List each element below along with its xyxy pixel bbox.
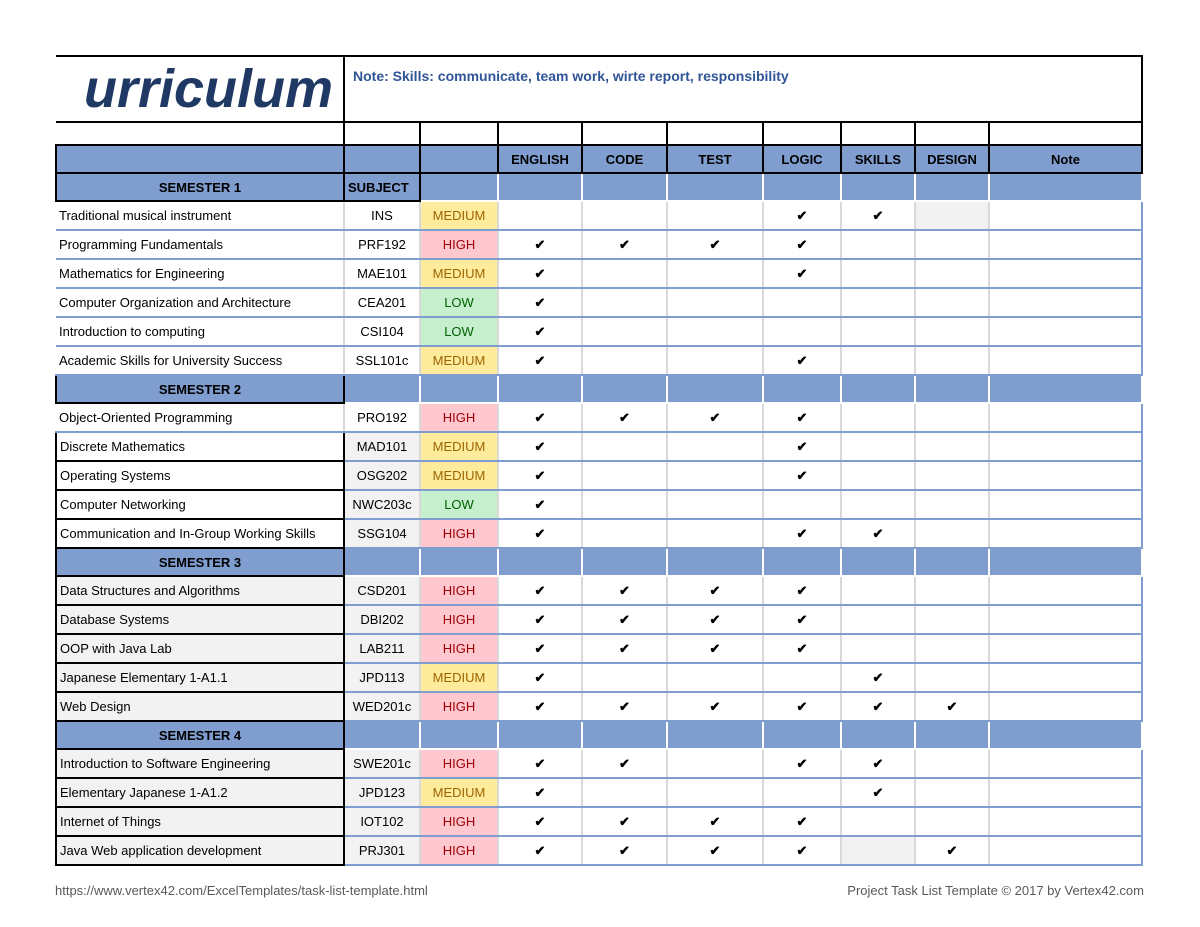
check-icon-test[interactable]: ✔ — [667, 807, 763, 836]
course-name[interactable]: Discrete Mathematics — [56, 432, 344, 461]
table-row — [56, 663, 1142, 692]
check-icon-logic[interactable]: ✔ — [763, 432, 841, 461]
check-icon-code[interactable]: ✔ — [582, 836, 667, 865]
semester-header-row — [56, 375, 1142, 403]
empty-cell-test[interactable] — [667, 346, 763, 375]
empty-cell-code[interactable] — [582, 461, 667, 490]
check-icon-english[interactable]: ✔ — [498, 461, 582, 490]
course-name[interactable]: Japanese Elementary 1-A1.1 — [56, 663, 344, 692]
semester-band-cell — [915, 375, 989, 403]
table-row — [56, 836, 1142, 865]
check-icon-logic[interactable]: ✔ — [763, 807, 841, 836]
table-row — [56, 519, 1142, 548]
table-row — [56, 807, 1142, 836]
skills-note: Note: Skills: communicate, team work, wirte report, responsibility — [344, 56, 1142, 122]
check-icon-english[interactable]: ✔ — [498, 519, 582, 548]
col-header-code: CODE — [582, 145, 667, 173]
semester-label: SEMESTER 4 — [56, 721, 344, 749]
empty-cell-design[interactable] — [915, 490, 989, 519]
course-name[interactable]: Introduction to Software Engineering — [56, 749, 344, 778]
check-icon-english[interactable]: ✔ — [498, 663, 582, 692]
check-icon-skills[interactable]: ✔ — [841, 663, 915, 692]
empty-cell-design[interactable] — [915, 807, 989, 836]
priority-badge[interactable]: MEDIUM — [420, 432, 498, 461]
course-name[interactable]: Computer Organization and Architecture — [56, 288, 344, 317]
semester-band-cell — [344, 548, 420, 576]
semester-band-cell — [915, 173, 989, 201]
check-icon-english[interactable]: ✔ — [498, 317, 582, 346]
semester-band-cell — [667, 375, 763, 403]
course-name[interactable]: Academic Skills for University Success — [56, 346, 344, 375]
course-name[interactable]: Database Systems — [56, 605, 344, 634]
note-cell[interactable] — [989, 663, 1142, 692]
semester-label: SEMESTER 1 — [56, 173, 344, 201]
empty-cell-skills[interactable] — [841, 317, 915, 346]
empty-cell-design[interactable] — [915, 663, 989, 692]
empty-cell-skills[interactable] — [841, 807, 915, 836]
check-icon-english[interactable]: ✔ — [498, 634, 582, 663]
check-icon-english[interactable]: ✔ — [498, 576, 582, 605]
empty-cell-test[interactable] — [667, 461, 763, 490]
empty-cell-code[interactable] — [582, 519, 667, 548]
check-icon-test[interactable]: ✔ — [667, 634, 763, 663]
check-icon-skills[interactable]: ✔ — [841, 778, 915, 807]
check-icon-logic[interactable]: ✔ — [763, 201, 841, 230]
course-code[interactable]: SSG104 — [344, 519, 420, 548]
course-name[interactable]: Mathematics for Engineering — [56, 259, 344, 288]
semester-band-cell — [582, 375, 667, 403]
course-name[interactable]: Introduction to computing — [56, 317, 344, 346]
check-icon-design[interactable]: ✔ — [915, 692, 989, 721]
empty-cell-skills[interactable] — [841, 490, 915, 519]
check-icon-logic[interactable]: ✔ — [763, 749, 841, 778]
note-cell[interactable] — [989, 317, 1142, 346]
table-row — [56, 201, 1142, 230]
empty-cell-test[interactable] — [667, 317, 763, 346]
semester-label: SEMESTER 3 — [56, 548, 344, 576]
empty-cell-skills[interactable] — [841, 403, 915, 432]
course-code[interactable]: PRF192 — [344, 230, 420, 259]
priority-badge[interactable]: MEDIUM — [420, 201, 498, 230]
priority-badge[interactable]: HIGH — [420, 403, 498, 432]
empty-cell-logic[interactable] — [763, 490, 841, 519]
check-icon-design[interactable]: ✔ — [915, 836, 989, 865]
empty-cell-design[interactable] — [915, 259, 989, 288]
priority-badge[interactable]: HIGH — [420, 576, 498, 605]
empty-cell-design[interactable] — [915, 288, 989, 317]
note-cell[interactable] — [989, 778, 1142, 807]
check-icon-english[interactable]: ✔ — [498, 605, 582, 634]
semester-band-cell — [582, 721, 667, 749]
semester-band-cell — [420, 375, 498, 403]
table-row — [56, 605, 1142, 634]
course-code[interactable]: CSD201 — [344, 576, 420, 605]
empty-cell-code[interactable] — [582, 288, 667, 317]
table-row — [56, 403, 1142, 432]
semester-band-cell — [667, 721, 763, 749]
check-icon-english[interactable]: ✔ — [498, 259, 582, 288]
table-row — [56, 346, 1142, 375]
empty-cell-code[interactable] — [582, 663, 667, 692]
empty-cell-logic[interactable] — [763, 317, 841, 346]
priority-badge[interactable]: HIGH — [420, 605, 498, 634]
semester-band-cell — [841, 375, 915, 403]
semester-band-cell — [420, 548, 498, 576]
table-row — [56, 634, 1142, 663]
empty-cell-logic[interactable] — [763, 663, 841, 692]
note-cell[interactable] — [989, 519, 1142, 548]
check-icon-skills[interactable]: ✔ — [841, 201, 915, 230]
empty-cell-code[interactable] — [582, 432, 667, 461]
semester-band-cell — [582, 173, 667, 201]
check-icon-logic[interactable]: ✔ — [763, 605, 841, 634]
blank-cell[interactable] — [582, 122, 667, 145]
blank-cell[interactable] — [344, 122, 420, 145]
priority-badge[interactable]: HIGH — [420, 634, 498, 663]
empty-cell-design[interactable] — [915, 519, 989, 548]
col-header-subject — [344, 145, 420, 173]
course-code[interactable]: SWE201c — [344, 749, 420, 778]
course-code[interactable]: MAD101 — [344, 432, 420, 461]
course-name[interactable]: Communication and In-Group Working Skills — [56, 519, 344, 548]
column-header-row — [56, 145, 1142, 173]
check-icon-english[interactable]: ✔ — [498, 692, 582, 721]
blank-cell[interactable] — [763, 122, 841, 145]
note-cell[interactable] — [989, 461, 1142, 490]
semester-band-cell — [763, 375, 841, 403]
semester-band-cell — [582, 548, 667, 576]
semester-band-cell — [763, 721, 841, 749]
course-name[interactable]: Data Structures and Algorithms — [56, 576, 344, 605]
table-row — [56, 461, 1142, 490]
table-row — [56, 576, 1142, 605]
course-code[interactable]: SSL101c — [344, 346, 420, 375]
check-icon-test[interactable]: ✔ — [667, 403, 763, 432]
empty-cell-design[interactable] — [915, 432, 989, 461]
check-icon-logic[interactable]: ✔ — [763, 259, 841, 288]
priority-badge[interactable]: MEDIUM — [420, 778, 498, 807]
note-cell[interactable] — [989, 432, 1142, 461]
course-code[interactable]: PRO192 — [344, 403, 420, 432]
empty-cell-code[interactable] — [582, 778, 667, 807]
check-icon-english[interactable]: ✔ — [498, 432, 582, 461]
priority-badge[interactable]: HIGH — [420, 749, 498, 778]
course-code[interactable]: JPD123 — [344, 778, 420, 807]
col-header-note: Note — [989, 145, 1142, 173]
check-icon-skills[interactable]: ✔ — [841, 749, 915, 778]
blank-cell[interactable] — [667, 122, 763, 145]
semester-band-cell — [841, 721, 915, 749]
course-name[interactable]: OOP with Java Lab — [56, 634, 344, 663]
check-icon-english[interactable]: ✔ — [498, 230, 582, 259]
table-row — [56, 749, 1142, 778]
empty-cell-skills[interactable] — [841, 288, 915, 317]
priority-badge[interactable]: LOW — [420, 317, 498, 346]
check-icon-english[interactable]: ✔ — [498, 749, 582, 778]
check-icon-english[interactable]: ✔ — [498, 836, 582, 865]
note-cell[interactable] — [989, 288, 1142, 317]
blank-cell[interactable] — [420, 122, 498, 145]
course-name[interactable]: Web Design — [56, 692, 344, 721]
page-title: urriculum — [56, 56, 344, 122]
col-header-priority — [420, 145, 498, 173]
empty-cell-test[interactable] — [667, 201, 763, 230]
note-cell[interactable] — [989, 230, 1142, 259]
course-code[interactable]: JPD113 — [344, 663, 420, 692]
semester-band-cell — [915, 721, 989, 749]
semester-band-cell — [989, 173, 1142, 201]
note-cell[interactable] — [989, 692, 1142, 721]
check-icon-code[interactable]: ✔ — [582, 692, 667, 721]
empty-cell-test[interactable] — [667, 288, 763, 317]
check-icon-code[interactable]: ✔ — [582, 230, 667, 259]
check-icon-test[interactable]: ✔ — [667, 692, 763, 721]
check-icon-code[interactable]: ✔ — [582, 749, 667, 778]
course-name[interactable]: Java Web application development — [56, 836, 344, 865]
check-icon-english[interactable]: ✔ — [498, 490, 582, 519]
semester-band-cell — [498, 548, 582, 576]
empty-cell-design[interactable] — [915, 778, 989, 807]
priority-badge[interactable]: LOW — [420, 490, 498, 519]
col-header-semester — [56, 145, 344, 173]
semester-band-cell — [344, 721, 420, 749]
check-icon-logic[interactable]: ✔ — [763, 576, 841, 605]
table-row — [56, 259, 1142, 288]
empty-cell-code[interactable] — [582, 201, 667, 230]
course-code[interactable]: MAE101 — [344, 259, 420, 288]
empty-cell-code[interactable] — [582, 346, 667, 375]
priority-badge[interactable]: HIGH — [420, 807, 498, 836]
col-header-test: TEST — [667, 145, 763, 173]
semester-header-row — [56, 173, 1142, 201]
check-icon-logic[interactable]: ✔ — [763, 403, 841, 432]
check-icon-skills[interactable]: ✔ — [841, 519, 915, 548]
note-cell[interactable] — [989, 576, 1142, 605]
note-cell[interactable] — [989, 490, 1142, 519]
semester-band-cell — [989, 548, 1142, 576]
check-icon-logic[interactable]: ✔ — [763, 519, 841, 548]
course-code[interactable]: PRJ301 — [344, 836, 420, 865]
note-cell[interactable] — [989, 201, 1142, 230]
course-name[interactable]: Computer Networking — [56, 490, 344, 519]
table-row — [56, 317, 1142, 346]
course-name[interactable]: Object-Oriented Programming — [56, 403, 344, 432]
empty-cell-skills[interactable] — [841, 836, 915, 865]
priority-badge[interactable]: MEDIUM — [420, 259, 498, 288]
table-row — [56, 778, 1142, 807]
note-cell[interactable] — [989, 259, 1142, 288]
table-row — [56, 490, 1142, 519]
note-cell[interactable] — [989, 634, 1142, 663]
col-header-skills: SKILLS — [841, 145, 915, 173]
semester-band-cell — [667, 548, 763, 576]
check-icon-code[interactable]: ✔ — [582, 634, 667, 663]
table-row — [56, 230, 1142, 259]
empty-cell-test[interactable] — [667, 519, 763, 548]
note-cell[interactable] — [989, 749, 1142, 778]
empty-cell-code[interactable] — [582, 259, 667, 288]
check-icon-logic[interactable]: ✔ — [763, 836, 841, 865]
course-code[interactable]: OSG202 — [344, 461, 420, 490]
col-header-english: ENGLISH — [498, 145, 582, 173]
semester-band-cell — [841, 548, 915, 576]
note-cell[interactable] — [989, 836, 1142, 865]
empty-cell-test[interactable] — [667, 778, 763, 807]
semester-header-row — [56, 548, 1142, 576]
blank-cell[interactable] — [915, 122, 989, 145]
check-icon-code[interactable]: ✔ — [582, 807, 667, 836]
subject-header: SUBJECT — [344, 173, 420, 201]
note-cell[interactable] — [989, 807, 1142, 836]
blank-cell[interactable] — [841, 122, 915, 145]
empty-cell-skills[interactable] — [841, 230, 915, 259]
priority-badge[interactable]: HIGH — [420, 519, 498, 548]
priority-badge[interactable]: MEDIUM — [420, 461, 498, 490]
empty-cell-design[interactable] — [915, 605, 989, 634]
empty-cell-test[interactable] — [667, 663, 763, 692]
empty-cell-skills[interactable] — [841, 634, 915, 663]
semester-band-cell — [420, 721, 498, 749]
check-icon-english[interactable]: ✔ — [498, 778, 582, 807]
semester-band-cell — [763, 548, 841, 576]
semester-band-cell — [667, 173, 763, 201]
semester-band-cell — [498, 375, 582, 403]
col-header-design: DESIGN — [915, 145, 989, 173]
check-icon-test[interactable]: ✔ — [667, 230, 763, 259]
semester-band-cell — [344, 375, 420, 403]
empty-cell-design[interactable] — [915, 576, 989, 605]
empty-cell-skills[interactable] — [841, 605, 915, 634]
check-icon-logic[interactable]: ✔ — [763, 692, 841, 721]
course-name[interactable]: Programming Fundamentals — [56, 230, 344, 259]
course-code[interactable]: DBI202 — [344, 605, 420, 634]
empty-cell-design[interactable] — [915, 749, 989, 778]
priority-badge[interactable]: MEDIUM — [420, 663, 498, 692]
priority-badge[interactable]: HIGH — [420, 692, 498, 721]
note-cell[interactable] — [989, 605, 1142, 634]
course-code[interactable]: CEA201 — [344, 288, 420, 317]
semester-band-cell — [915, 548, 989, 576]
semester-band-cell — [420, 173, 498, 201]
table-row — [56, 288, 1142, 317]
empty-cell-test[interactable] — [667, 490, 763, 519]
check-icon-code[interactable]: ✔ — [582, 605, 667, 634]
empty-cell-test[interactable] — [667, 749, 763, 778]
check-icon-english[interactable]: ✔ — [498, 346, 582, 375]
course-name[interactable]: Traditional musical instrument — [56, 201, 344, 230]
course-code[interactable]: INS — [344, 201, 420, 230]
empty-cell-skills[interactable] — [841, 346, 915, 375]
check-icon-logic[interactable]: ✔ — [763, 346, 841, 375]
check-icon-test[interactable]: ✔ — [667, 576, 763, 605]
empty-cell-test[interactable] — [667, 432, 763, 461]
blank-cell — [56, 122, 344, 145]
semester-band-cell — [989, 721, 1142, 749]
semester-band-cell — [498, 721, 582, 749]
check-icon-skills[interactable]: ✔ — [841, 692, 915, 721]
empty-cell-design[interactable] — [915, 230, 989, 259]
empty-cell-design[interactable] — [915, 634, 989, 663]
empty-cell-design[interactable] — [915, 317, 989, 346]
curriculum-table — [55, 55, 1143, 866]
empty-cell-skills[interactable] — [841, 461, 915, 490]
empty-cell-skills[interactable] — [841, 259, 915, 288]
course-code[interactable]: WED201c — [344, 692, 420, 721]
empty-cell-design[interactable] — [915, 461, 989, 490]
empty-cell-code[interactable] — [582, 317, 667, 346]
check-icon-code[interactable]: ✔ — [582, 576, 667, 605]
semester-band-cell — [989, 375, 1142, 403]
check-icon-test[interactable]: ✔ — [667, 605, 763, 634]
priority-badge[interactable]: LOW — [420, 288, 498, 317]
semester-band-cell — [498, 173, 582, 201]
check-icon-test[interactable]: ✔ — [667, 836, 763, 865]
semester-label: SEMESTER 2 — [56, 375, 344, 403]
footer-copyright: Project Task List Template © 2017 by Vertex42.com — [847, 883, 1144, 898]
check-icon-english[interactable]: ✔ — [498, 403, 582, 432]
course-code[interactable]: LAB211 — [344, 634, 420, 663]
check-icon-logic[interactable]: ✔ — [763, 634, 841, 663]
semester-band-cell — [763, 173, 841, 201]
empty-cell-test[interactable] — [667, 259, 763, 288]
priority-badge[interactable]: MEDIUM — [420, 346, 498, 375]
check-icon-code[interactable]: ✔ — [582, 403, 667, 432]
table-row — [56, 432, 1142, 461]
semester-band-cell — [841, 173, 915, 201]
empty-cell-design[interactable] — [915, 201, 989, 230]
empty-cell-logic[interactable] — [763, 288, 841, 317]
course-code[interactable]: CSI104 — [344, 317, 420, 346]
blank-cell[interactable] — [498, 122, 582, 145]
priority-badge[interactable]: HIGH — [420, 836, 498, 865]
check-icon-english[interactable]: ✔ — [498, 807, 582, 836]
course-name[interactable]: Internet of Things — [56, 807, 344, 836]
check-icon-logic[interactable]: ✔ — [763, 230, 841, 259]
empty-cell-skills[interactable] — [841, 576, 915, 605]
course-name[interactable]: Elementary Japanese 1-A1.2 — [56, 778, 344, 807]
note-cell[interactable] — [989, 403, 1142, 432]
check-icon-english[interactable]: ✔ — [498, 288, 582, 317]
empty-cell-design[interactable] — [915, 403, 989, 432]
course-code[interactable]: IOT102 — [344, 807, 420, 836]
col-header-logic: LOGIC — [763, 145, 841, 173]
note-cell[interactable] — [989, 346, 1142, 375]
table-row — [56, 692, 1142, 721]
empty-cell-design[interactable] — [915, 346, 989, 375]
empty-cell-skills[interactable] — [841, 432, 915, 461]
footer-url[interactable]: https://www.vertex42.com/ExcelTemplates/task-list-template.html — [55, 883, 428, 898]
empty-cell-code[interactable] — [582, 490, 667, 519]
check-icon-logic[interactable]: ✔ — [763, 461, 841, 490]
priority-badge[interactable]: HIGH — [420, 230, 498, 259]
course-code[interactable]: NWC203c — [344, 490, 420, 519]
course-name[interactable]: Operating Systems — [56, 461, 344, 490]
blank-cell[interactable] — [989, 122, 1142, 145]
empty-cell-english[interactable] — [498, 201, 582, 230]
semester-header-row — [56, 721, 1142, 749]
empty-cell-logic[interactable] — [763, 778, 841, 807]
